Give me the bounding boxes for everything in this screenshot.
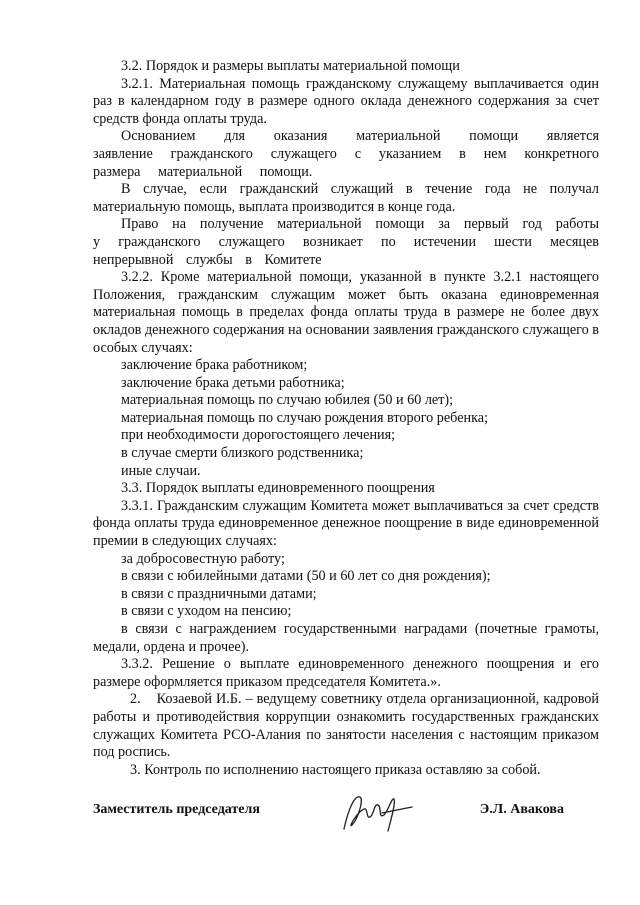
paragraph: 3.2.2. Кроме материальной помощи, указанной в пункте 3.2.1 настоящего Положения, гражданским служащим может быть оказана единовременная материальная помощь в пределах фонда оплаты труда в размере не более двух окладов денежного содержания на основании заявления гражданского служащего в особых случаях:	[93, 269, 599, 356]
handwritten-signature	[338, 789, 418, 837]
list-item: в связи с юбилейными датами (50 и 60 лет со дня рождения);	[121, 568, 491, 585]
list-item: материальная помощь по случаю рождения второго ребенка;	[121, 409, 489, 426]
list-item: заключение брака детьми работника;	[121, 374, 345, 391]
list-item: в связи с праздничными датами;	[121, 585, 317, 602]
numbered-paragraph: 2. Козаевой И.Б. – ведущему советнику отдела организационной, кадровой работы и противодействия коррупции ознакомить государственных гражданских служащих Комитета РСО-Алания по занятости населения с настоящим приказом под роспись.	[93, 691, 599, 761]
list-item: в связи с награждением государственными наградами (почетные грамоты, медали, ордена и прочее).	[93, 621, 599, 655]
paragraph: 3.2.1. Материальная помощь гражданскому служащему выплачивается один раз в календарном году в размере одного оклада денежного содержания за счет средств фонда оплаты труда.	[93, 75, 599, 127]
paragraph: В случае, если гражданский служащий в течение года не получал материальную помощь, выплата производится в конце года.	[93, 181, 599, 215]
paragraph: 3.3.1. Гражданским служащим Комитета может выплачиваться за счет средств фонда оплаты труда единовременное денежное поощрение в виде единовременной премии в следующих случаях:	[93, 497, 599, 550]
numbered-paragraph: 3. Контроль по исполнению настоящего приказа оставляю за собой.	[130, 761, 541, 778]
list-item: при необходимости дорогостоящего лечения;	[121, 427, 396, 444]
signatory-name: Э.Л. Авакова	[479, 802, 564, 817]
paragraph: 3.3.2. Решение о выплате единовременного денежного поощрения и его размере оформляется приказом председателя Комитета.».	[93, 656, 599, 690]
list-item: заключение брака работником;	[121, 357, 308, 374]
list-item: иные случаи.	[121, 462, 201, 479]
document-body	[93, 58, 599, 779]
section-heading: 3.3. Порядок выплаты единовременного поощрения	[121, 480, 435, 497]
list-item: за добросовестную работу;	[121, 550, 285, 567]
paragraph: Право на получение материальной помощи за первый год работы у гражданского служащего возникает по истечении шести месяцев непрерывной службы в Комитете	[93, 216, 599, 268]
paragraph: Основанием для оказания материальной помощи является заявление гражданского служащего с указанием в нем конкретного размера материальной помощи.	[93, 128, 599, 180]
list-item: в случае смерти близкого родственника;	[121, 445, 364, 462]
list-item: в связи с уходом на пенсию;	[121, 603, 292, 620]
list-item: материальная помощь по случаю юбилея (50 и 60 лет);	[121, 392, 454, 409]
signatory-title: Заместитель председателя	[93, 802, 260, 817]
signature-block	[93, 797, 599, 837]
section-heading: 3.2. Порядок и размеры выплаты материальной помощи	[121, 58, 460, 74]
